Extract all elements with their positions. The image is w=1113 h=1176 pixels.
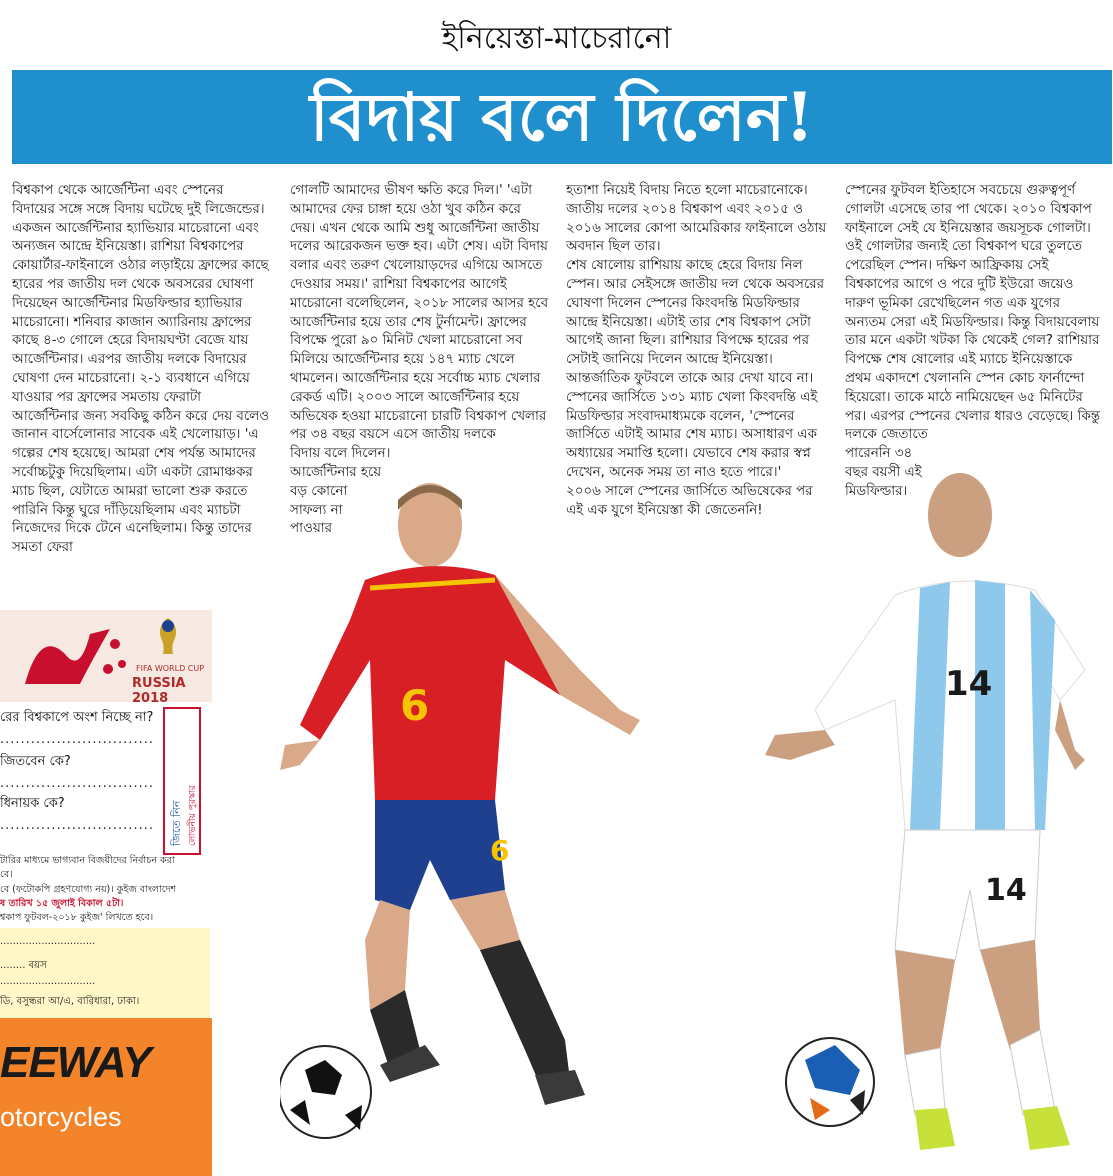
article-column-4	[845, 182, 1100, 502]
column-text: হতাশা নিয়েই বিদায় নিতে হলো মাচেরানোকে। জাতীয় দলের ২০১৪ বিশ্বকাপ এবং ২০১৫ ও ২০১৬ সালের কোপা আমেরিকার ফাইনালে ওঠায় অবদান ছিল তার। শেষ ষোলোয় রাশিয়ায় কাছে হেরে বিদায় নিল স্পেন। আর সেইসঙ্গে জাতীয় দল থেকে অবসরের ঘোষণা দিলেন স্পেনের কিংবদন্তি মিডফিল্ডার আন্দ্রে ইনিয়েস্তা। এটাই তার শেষ বিশ্বকাপ সেটা আগেই জানা ছিল। রাশিয়ার বিপক্ষে হারের পর সেটাই জানিয়ে দিলেন আন্দ্রে ইনিয়েস্তা। আন্তর্জাতিক ফুটবলে তাকে আর দেখা যাবে না। স্পেনের জার্সিতে ১৩১ ম্যাচ খেলা কিংবদন্তি এই মিডফিল্ডার সংবাদমাধ্যমকে বলেন, 'স্পেনের জার্সিতে এটাই আমার শেষ ম্যাচ। অসাধারণ এক অধ্যায়ের সমাপ্তি হলো। যেভাবে শেষ করার স্বপ্ন দেখেন, অনেক সময় তা নাও হতে পারে।' ২০০৬ সালে স্পেনের জার্সিতে অভিষেকের পর এই এক যুগে ইনিয়েস্তা কী জেতেননি!	[566, 183, 827, 518]
column-text: গোলটি আমাদের ভীষণ ক্ষতি করে দিল।' 'এটা আমাদের ফের চাঙ্গা হয়ে ওঠা খুব কঠিন করে দেয়। এখন থেকে আমি শুধু আর্জেন্টিনা জাতীয় দলের আরেকজন ভক্ত হব। এটা শেষ। এটা বিদায় বলার এবং তরুণ খেলোয়াড়দের এগিয়ে আসতে দেওয়ার সময়।' রাশিয়া বিশ্বকাপের আগেই মাচেরানো বলেছিলেন, ২০১৮ সালের আসর হবে আর্জেন্টিনার হয়ে তার শেষ টুর্নামেন্ট। ফ্রান্সের বিপক্ষে পুরো ৯০ মিনিট খেলা মাচেরানো সব মিলিয়ে আর্জেন্টিনার হয়ে ১৪৭ ম্যাচ খেলে থামলেন। আর্জেন্টিনার হয়ে সর্বোচ্চ ম্যাচ খেলার রেকর্ড এটি। ২০০৩ সালে আর্জেন্টিনার হয়ে অভিষেক হওয়া মাচেরানো চারটি বিশ্বকাপ খেলার পর ৩৪ বছর বয়সে এসে জাতীয় দলকে বিদায় বলে দিলেন। আর্জেন্টিনার হয়ে বড় কোনো সাফল্য না পাওয়ার	[290, 183, 549, 537]
quiz-advertisement	[0, 610, 212, 1176]
sponsor-tagline: otorcycles	[0, 1102, 122, 1132]
coupon-dots: ..............................	[0, 936, 96, 947]
article-headline: বিদায় বলে দিলেন!	[309, 78, 815, 156]
rule-line-3: বে (ফটোকপি গ্রহণযোগ্য নয়)। কুইজ বাংলাদেশ	[0, 884, 177, 895]
quiz-question-2: জিতবেন কে?	[0, 754, 71, 769]
rule-line-2: বে।	[0, 869, 13, 880]
coupon-age-field: ........ বয়স	[0, 960, 47, 971]
column-text: স্পেনের ফুটবল ইতিহাসে সবচেয়ে গুরুত্বপূর্ণ গোলটা এসেছে তার পা থেকে। ২০১০ বিশ্বকাপ ফাইনালে সেই যে ইনিয়েস্তার জয়সূচক গোলটা। ওই গোলটার জন্যই তো বিশ্বকাপ ঘরে তুলতে পেরেছিল স্পেন। দক্ষিণ আফ্রিকায় সেই বিশ্বকাপের আগে ও পরে দুটি ইউরো জয়েও দারুণ ভূমিকা রেখেছিলেন গত এক যুগের অন্যতম সেরা এই মিডফিল্ডার। কিন্তু বিদায়বেলায় তার মনে একটা খটকা কি থেকেই গেল? রাশিয়ার বিপক্ষে শেষ ষোলোর এই ম্যাচে ইনিয়েস্তাকে প্রথম একাদশে খেলাননি স্পেন কোচ ফার্নান্দো হিয়েরো। তাকে মাঠে নামিয়েছেন ৬৫ মিনিটের পর। এরপর স্পেনের খেলার ধারও বেড়েছে। কিন্তু দলকে জেতাতে পারেননি ৩৪ বছর বয়সী এই মিডফিল্ডার।	[845, 183, 1100, 499]
column-text: বিশ্বকাপ থেকে আর্জেন্টিনা এবং স্পেনের বিদায়ের সঙ্গে সঙ্গে বিদায় ঘটেছে দুই লিজেন্ডের। একজন আর্জেন্টিনার হ্যাভিয়ার মাচেরানো এবং অন্যজন আন্দ্রে ইনিয়েস্তা। রাশিয়া বিশ্বকাপের কোয়ার্টার-ফাইনালে ওঠার লড়াইয়ে ফ্রান্সের কাছে হারের পর জাতীয় দল থেকে অবসরের ঘোষণা দিয়েছেন আর্জেন্টিনার মিডফিল্ডার হ্যাভিয়ার মাচেরানো। শনিবার কাজান অ্যারিনায় ফ্রান্সের কাছে ৪-৩ গোলে হেরে বিদায়ঘণ্টা বেজে যায় আর্জেন্টিনার। এরপর জাতীয় দলকে বিদায়ের ঘোষণা দেন মাচেরানো। ২-১ ব্যবধানে এগিয়ে যাওয়ার পর ফ্রান্সের সমতায় ফেরাটা আর্জেন্টিনার জন্য সবকিছু কঠিন করে দেয় বলেও জানান বার্সেলোনার সাবেক এই খেলোয়াড়। 'এ গল্পের শেষ হয়েছে। আমরা শেষ পর্যন্ত আমাদের সর্বোচ্চটুকু দিয়েছিলাম। এটা একটা রোমাঞ্চকর ম্যাচ ছিল, যেটাতে আমরা ভালো শুরু করতে পারিনি কিন্তু ঘুরে দাঁড়িয়েছিলাম এবং ম্যাচটা নিজেদের দিকে টেনে এনেছিলাম। কিন্তু তাদের সমতা ফেরা	[12, 183, 270, 556]
article-kicker: ইনিয়েস্তা-মাচেরানো	[441, 21, 672, 56]
quiz-question-1: রের বিশ্বকাপে অংশ নিচ্ছে না?	[0, 710, 154, 725]
answer-line-3: ..............................	[0, 818, 154, 833]
prize-badge-text-2: লোভনীয় পুরস্কার	[188, 785, 198, 846]
article-column-1	[12, 182, 270, 558]
coupon-box	[0, 928, 210, 1018]
answer-line-2: ..............................	[0, 776, 154, 791]
coupon-dots-2: ..............................	[0, 976, 96, 987]
coupon-address: ডি, বসুন্ধরা আ/এ, বারিধারা, ঢাকা।	[0, 996, 140, 1007]
shorts-number-argentina: 14	[985, 873, 1027, 908]
rule-deadline: ষ তারিখ ১৫ জুলাই বিকাল ৫টা।	[0, 898, 124, 909]
player-photo-spain	[280, 470, 720, 1176]
jersey-number-spain: 6	[400, 681, 430, 730]
shorts-number-spain: 6	[490, 834, 510, 867]
prize-badge	[162, 706, 202, 856]
quiz-question-3: ধিনায়ক কে?	[0, 796, 65, 811]
sponsor-brand: EEWAY	[0, 1038, 151, 1087]
prize-badge-text-1: জিতে নিন	[170, 800, 183, 846]
tournament-label: FIFA WORLD CUP	[136, 664, 205, 673]
tournament-name: RUSSIA 2018	[132, 676, 186, 706]
jersey-number-argentina: 14	[945, 664, 993, 704]
decorative-swirl-icon	[20, 624, 130, 692]
rule-line-1: টারির মাধ্যমে ভাগ্যবান বিজয়ীদের নির্বাচন করা	[0, 855, 175, 866]
answer-line-1: ..............................	[0, 732, 154, 747]
sponsor-banner	[0, 1018, 212, 1176]
player-photo-argentina	[755, 470, 1113, 1176]
world-cup-trophy-icon	[155, 616, 181, 658]
rule-line-5: শ্বকাপ ফুটবল-২০১৮ কুইজ' লিখতে হবে।	[0, 912, 154, 923]
